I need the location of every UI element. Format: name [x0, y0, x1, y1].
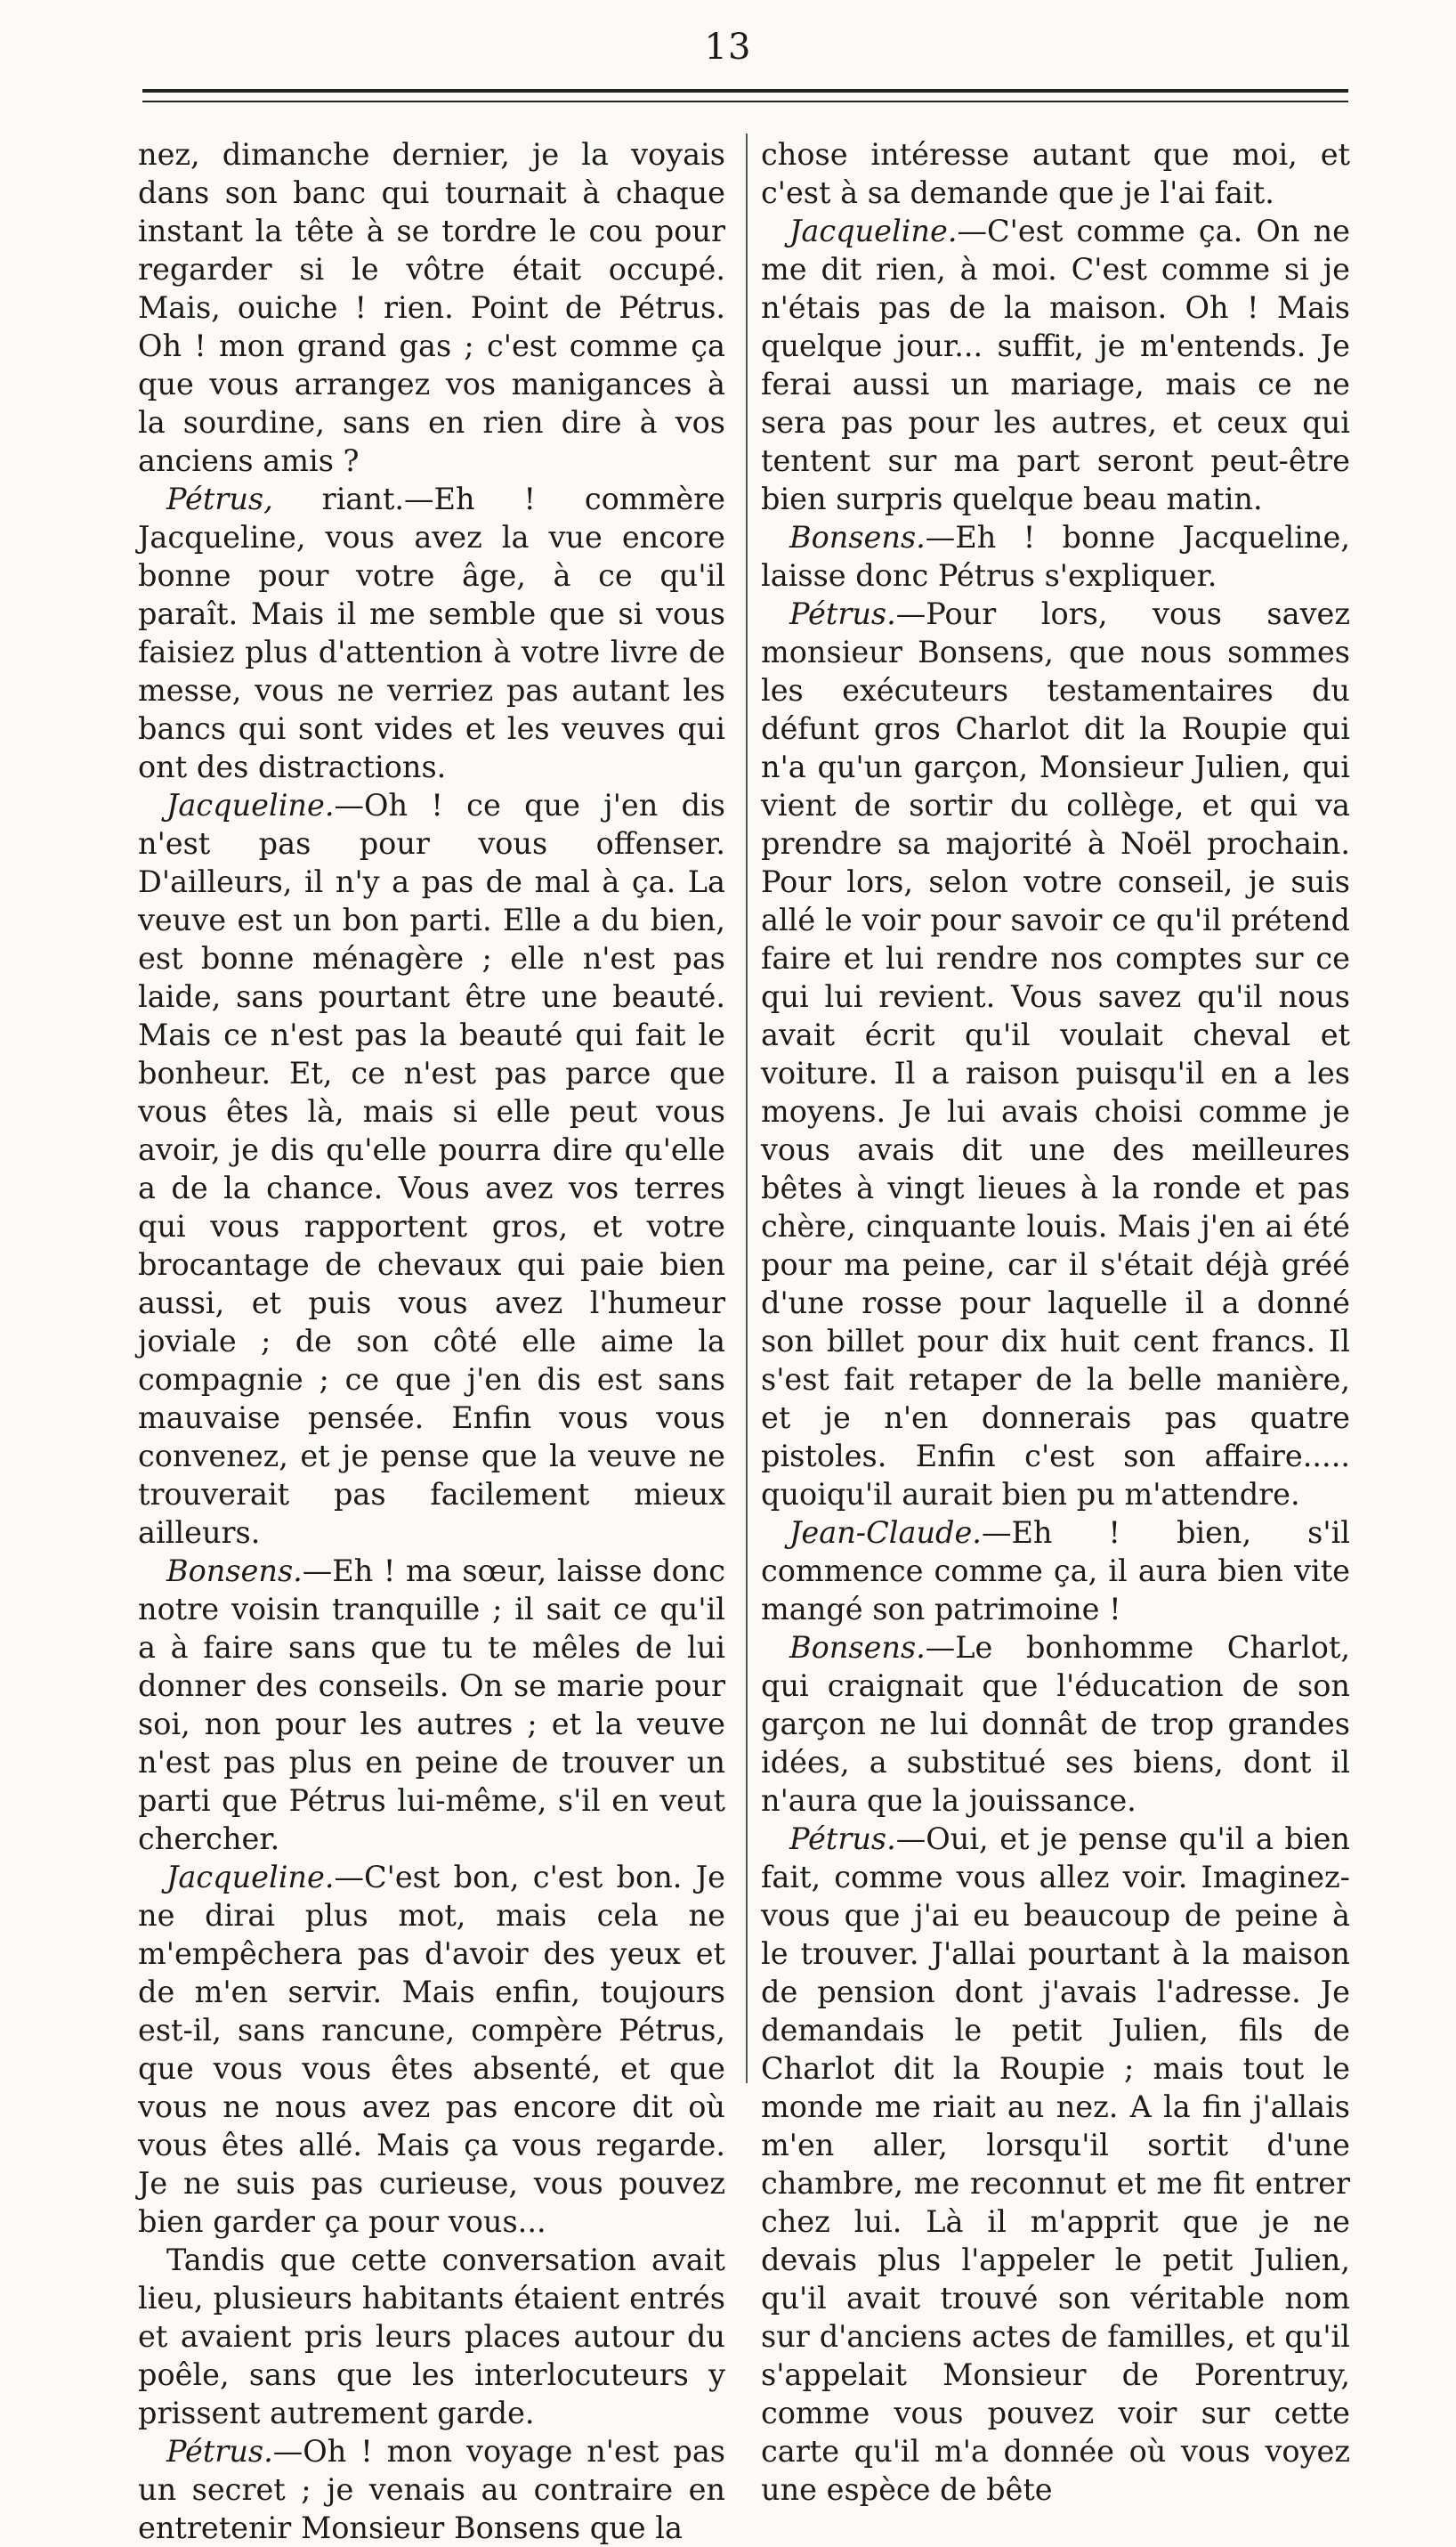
paragraph-text: —Eh ! bien, s'il commence comme ça, il aura bien vite mangé son patrimoine !	[761, 1515, 1350, 1626]
paragraph	[138, 2241, 725, 2432]
paragraph	[761, 518, 1350, 595]
paragraph	[761, 595, 1350, 1513]
speaker-name: Bonsens.	[789, 1630, 926, 1665]
left-column	[138, 135, 725, 2547]
speaker-name: Pétrus.	[789, 596, 896, 631]
column-divider	[746, 134, 748, 2083]
speaker-name: Pétrus,	[166, 482, 273, 516]
paragraph	[138, 480, 725, 786]
paragraph-text: —Oui, et je pense qu'il a bien fait, comme vous allez voir. Imaginez-vous que j'ai eu beaucoup de peine à le trouver. J'allai pourtant à la maison de pension dont j'avais l'adresse. Je demandais le petit Julien, fils de Charlot dit la Roupie ; mais tout le monde me riait au nez. A la fin j'allais m'en aller, lorsqu'il sortit d'une chambre, me reconnut et me fit entrer chez lui. Là il m'apprit que je ne devais plus l'appeler le petit Julien, qu'il avait trouvé son véritable nom sur d'anciens actes de familles, et qu'il s'appelait Monsieur de Porentruy, comme vous pouvez voir sur cette carte qu'il m'a donnée où vous voyez une espèce de bête	[761, 1821, 1350, 2507]
speaker-name: Pétrus.	[166, 2434, 273, 2469]
page-number: 13	[704, 27, 752, 68]
paragraph	[761, 212, 1350, 518]
paragraph-text: —Oh ! mon voyage n'est pas un secret ; je venais au contraire en entretenir Monsieur Bonsens que la	[138, 2434, 725, 2545]
speaker-name: Jean-Claude.	[789, 1515, 982, 1550]
paragraph	[138, 1552, 725, 1858]
paragraph	[138, 135, 725, 480]
paragraph-text: —Oh ! ce que j'en dis n'est pas pour vous offenser. D'ailleurs, il n'y a pas de mal à ça. La veuve est un bon parti. Elle a du bien, est bonne ménagère ; elle n'est pas laide, sans pourtant être une beauté. Mais ce n'est pas la beauté qui fait le bonheur. Et, ce n'est pas parce que vous êtes là, mais si elle peut vous avoir, je dis qu'elle pourra dire qu'elle a de la chance. Vous avez vos terres qui vous rapportent gros, et votre brocantage de chevaux qui paie bien aussi, et puis vous avez l'humeur joviale ; de son côté elle aime la compagnie ; ce que j'en dis est sans mauvaise pensée. Enfin vous vous convenez, et je pense que la veuve ne trouverait pas facilement mieux ailleurs.	[138, 788, 725, 1550]
speaker-name: Bonsens.	[789, 520, 926, 555]
paragraph-text: —Eh ! ma sœur, laisse donc notre voisin tranquille ; il sait ce qu'il a à faire sans que tu te mêles de lui donner des conseils. On se marie pour soi, non pour les autres ; et la veuve n'est pas plus en peine de trouver un parti que Pétrus lui-même, s'il en veut chercher.	[138, 1553, 725, 1856]
paragraph-text: nez, dimanche dernier, je la voyais dans son banc qui tournait à chaque instant la tête à se tordre le cou pour regarder si le vôtre était occupé. Mais, ouiche ! rien. Point de Pétrus. Oh ! mon grand gas ; c'est comme ça que vous arrangez vos manigances à la sourdine, sans en rien dire à vos anciens amis ?	[138, 137, 725, 478]
header-rule-thin	[142, 101, 1348, 102]
speaker-name: Jacqueline.	[789, 214, 958, 248]
paragraph-text: Tandis que cette conversation avait lieu, plusieurs habitants étaient entrés et avaient pris leurs places autour du poêle, sans que les interlocuteurs y prissent autrement garde.	[138, 2243, 725, 2430]
paragraph-text: —Pour lors, vous savez monsieur Bonsens, que nous sommes les exécuteurs testamentaires du défunt gros Charlot dit la Roupie qui n'a qu'un garçon, Monsieur Julien, qui vient de sortir du collège, et qui va prendre sa majorité à Noël prochain. Pour lors, selon votre conseil, je suis allé le voir pour savoir ce qu'il prétend faire et lui rendre nos comptes sur ce qui lui revient. Vous savez qu'il nous avait écrit qu'il voulait cheval et voiture. Il a raison puisqu'il en a les moyens. Je lui avais choisi comme je vous avais dit une des meilleures bêtes à vingt lieues à la ronde et pas chère, cinquante louis. Mais j'en ai été pour ma peine, car il s'était déjà gréé d'une rosse pour laquelle il a donné son billet pour dix huit cent francs. Il s'est fait retaper de la belle manière, et je n'en donnerais pas quatre pistoles. Enfin c'est son affaire..... quoiqu'il aurait bien pu m'attendre.	[761, 596, 1350, 1512]
paragraph	[138, 1858, 725, 2241]
paragraph-text: —C'est comme ça. On ne me dit rien, à moi. C'est comme si je n'étais pas de la maison. Oh ! Mais quelque jour... suffit, je m'entends. Je ferai aussi un mariage, mais ce ne sera pas pour les autres, et ceux qui tentent sur ma part seront peut-être bien surpris quelque beau matin.	[761, 214, 1350, 516]
paragraph	[761, 135, 1350, 212]
paragraph	[761, 1820, 1350, 2509]
paragraph-text: chose intéresse autant que moi, et c'est à sa demande que je l'ai fait.	[761, 137, 1350, 210]
paragraph	[761, 1513, 1350, 1628]
speaker-name: Pétrus.	[789, 1821, 896, 1856]
paragraph	[138, 2432, 725, 2547]
header-rule-thick	[142, 89, 1348, 93]
paragraph	[138, 786, 725, 1552]
paragraph-text: riant.—Eh ! commère Jacqueline, vous avez la vue encore bonne pour votre âge, à ce qu'il paraît. Mais il me semble que si vous faisiez plus d'attention à votre livre de messe, vous ne verriez pas autant les bancs qui sont vides et les veuves qui ont des distractions.	[138, 482, 725, 784]
paragraph-text: —Eh ! bonne Jacqueline, laisse donc Pétrus s'expliquer.	[761, 520, 1350, 593]
paragraph-text: —Le bonhomme Charlot, qui craignait que l'éducation de son garçon ne lui donnât de trop grandes idées, a substitué ses biens, dont il n'aura que la jouissance.	[761, 1630, 1350, 1818]
speaker-name: Bonsens.	[166, 1553, 303, 1588]
right-column	[761, 135, 1350, 2509]
paragraph	[761, 1628, 1350, 1820]
paragraph-text: —C'est bon, c'est bon. Je ne dirai plus mot, mais cela ne m'empêchera pas d'avoir des yeux et de m'en servir. Mais enfin, toujours est-il, sans rancune, compère Pétrus, que vous vous êtes absenté, et que vous ne nous avez pas encore dit où vous êtes allé. Mais ça vous regarde. Je ne suis pas curieuse, vous pouvez bien garder ça pour vous...	[138, 1860, 725, 2239]
speaker-name: Jacqueline.	[166, 1860, 335, 1894]
speaker-name: Jacqueline.	[166, 788, 335, 823]
